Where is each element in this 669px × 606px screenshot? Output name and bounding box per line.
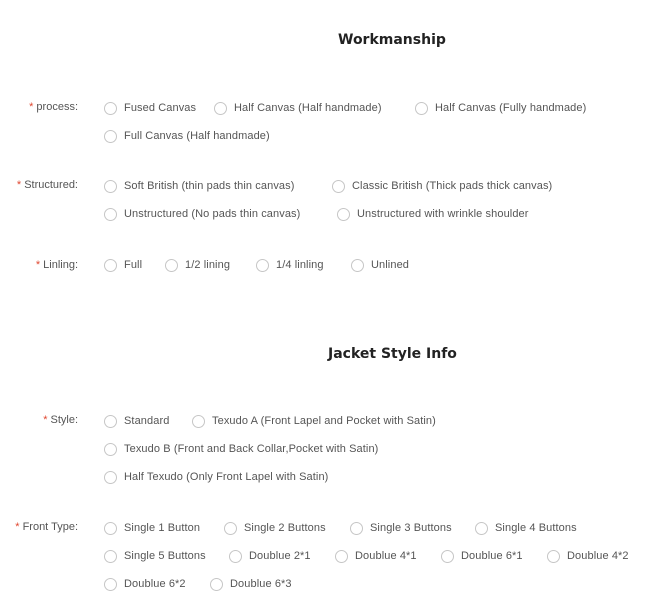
process-option-half-canvas-fully-handmade[interactable]: Half Canvas (Fully handmade) [415,99,586,117]
workmanship-title: Workmanship [338,32,446,48]
radio-button[interactable] [547,550,560,563]
style-option-half-texudo[interactable]: Half Texudo (Only Front Lapel with Satin) [104,468,328,486]
process-label: * process: [29,101,78,113]
required-marker: * [16,179,22,191]
structured-option-unstructured[interactable]: Unstructured (No pads thin canvas) [104,205,300,223]
structured-option-classic-british[interactable]: Classic British (Thick pads thick canvas) [332,177,552,195]
front-type-label: * Front Type: [15,521,78,533]
process-option-full-canvas[interactable]: Full Canvas (Half handmade) [104,127,270,145]
radio-button[interactable] [415,102,428,115]
jacket-style-title: Jacket Style Info [328,346,457,362]
radio-button[interactable] [337,208,350,221]
radio-button[interactable] [104,130,117,143]
front-type-option-double-6x1[interactable]: Doublue 6*1 [441,547,523,565]
required-marker: * [35,259,41,271]
lining-option-full[interactable]: Full [104,256,142,274]
radio-button[interactable] [104,443,117,456]
process-option-fused-canvas[interactable]: Fused Canvas [104,99,196,117]
front-type-option-double-4x2[interactable]: Doublue 4*2 [547,547,629,565]
style-option-standard[interactable]: Standard [104,412,169,430]
style-option-texudo-b[interactable]: Texudo B (Front and Back Collar,Pocket with Satin) [104,440,378,458]
radio-button[interactable] [224,522,237,535]
front-type-option-double-6x2[interactable]: Doublue 6*2 [104,575,186,593]
front-type-option-double-2x1[interactable]: Doublue 2*1 [229,547,311,565]
radio-button[interactable] [351,259,364,272]
radio-button[interactable] [441,550,454,563]
lining-label: * Linling: [35,259,78,271]
radio-button[interactable] [104,180,117,193]
structured-option-unstructured-wrinkle[interactable]: Unstructured with wrinkle shoulder [337,205,529,223]
radio-button[interactable] [104,550,117,563]
radio-button[interactable] [104,471,117,484]
lining-option-half[interactable]: 1/2 lining [165,256,230,274]
front-type-option-double-6x3[interactable]: Doublue 6*3 [210,575,292,593]
front-type-option-single-5[interactable]: Single 5 Buttons [104,547,206,565]
lining-option-unlined[interactable]: Unlined [351,256,409,274]
front-type-option-double-4x1[interactable]: Doublue 4*1 [335,547,417,565]
structured-option-soft-british[interactable]: Soft British (thin pads thin canvas) [104,177,295,195]
radio-button[interactable] [104,102,117,115]
front-type-option-single-3[interactable]: Single 3 Buttons [350,519,452,537]
radio-button[interactable] [332,180,345,193]
radio-button[interactable] [104,208,117,221]
required-marker: * [43,414,48,426]
style-label: * Style: [43,414,78,426]
process-option-half-canvas-half-handmade[interactable]: Half Canvas (Half handmade) [214,99,382,117]
radio-button[interactable] [229,550,242,563]
radio-button[interactable] [104,259,117,272]
structured-label: * Structured: [16,179,78,191]
front-type-option-single-1[interactable]: Single 1 Button [104,519,200,537]
front-type-option-single-4[interactable]: Single 4 Buttons [475,519,577,537]
radio-button[interactable] [350,522,363,535]
radio-button[interactable] [104,522,117,535]
radio-button[interactable] [104,578,117,591]
radio-button[interactable] [475,522,488,535]
radio-button[interactable] [165,259,178,272]
required-marker: * [29,101,34,113]
radio-button[interactable] [214,102,227,115]
radio-button[interactable] [210,578,223,591]
required-marker: * [15,521,20,533]
radio-button[interactable] [335,550,348,563]
radio-button[interactable] [104,415,117,428]
radio-button[interactable] [256,259,269,272]
front-type-option-single-2[interactable]: Single 2 Buttons [224,519,326,537]
lining-option-quarter[interactable]: 1/4 linling [256,256,324,274]
radio-button[interactable] [192,415,205,428]
style-option-texudo-a[interactable]: Texudo A (Front Lapel and Pocket with Satin) [192,412,436,430]
